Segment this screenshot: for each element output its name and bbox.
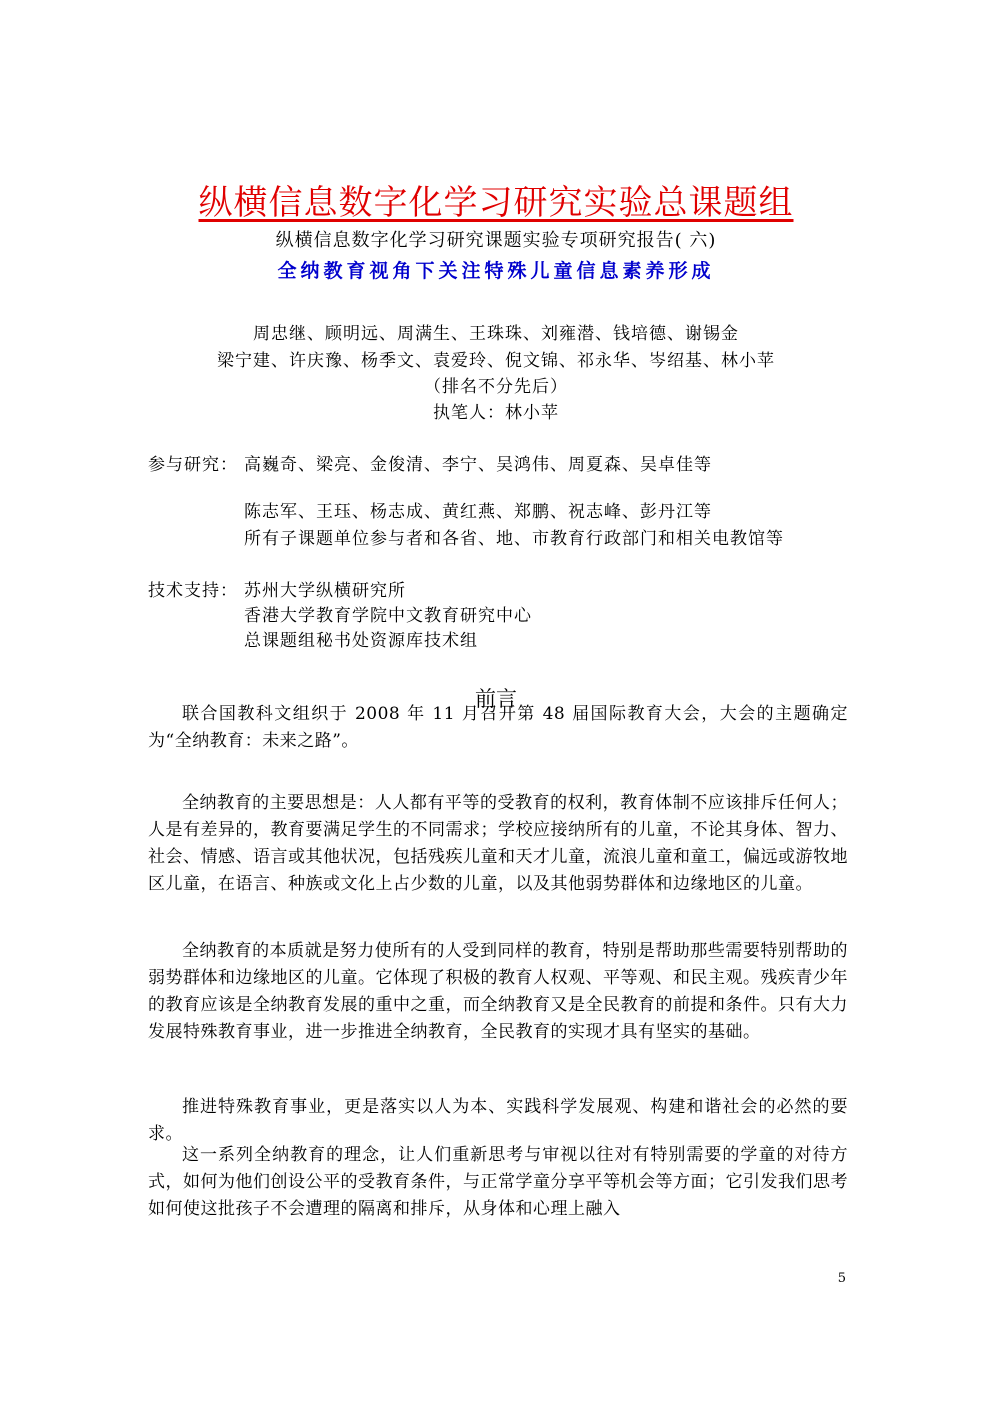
support-line-3: 总课题组秘书处资源库技术组 bbox=[244, 631, 478, 651]
support-label: 技术支持： bbox=[148, 581, 238, 601]
participants-line-1: 高巍奇、梁亮、金俊清、李宁、吴鸿伟、周夏森、吴卓佳等 bbox=[244, 455, 712, 475]
authors-line-1: 周忠继、顾明远、周满生、王珠珠、刘雍潜、钱培德、谢锡金 bbox=[253, 324, 739, 344]
paragraph-5: 这一系列全纳教育的理念，让人们重新思考与审视以往对有特别需要的学童的对待方式，如何为他们创设公平的受教育条件，与正常学童分享平等机会等方面；它引发我们思考如何使这批孩子不会遭理的隔离和排斥，从身体和心理上融入 bbox=[148, 1145, 848, 1219]
page-number: 5 bbox=[837, 1271, 846, 1286]
report-topic: 全纳教育视角下关注特殊儿童信息素养形成 bbox=[277, 260, 715, 282]
authors-line-2: 梁宁建、许庆豫、杨季文、袁爱玲、倪文锦、祁永华、岑绍基、林小苹 bbox=[217, 351, 775, 371]
paragraph-4: 推进特殊教育事业，更是落实以人为本、实践科学发展观、构建和谐社会的必然的要求。 bbox=[148, 1097, 848, 1144]
participants-line-3: 所有子课题单位参与者和各省、地、市教育行政部门和相关电教馆等 bbox=[244, 529, 784, 549]
paragraph-2: 全纳教育的主要思想是：人人都有平等的受教育的权利，教育体制不应该排斥任何人；人是有差异的，教育要满足学生的不同需求；学校应接纳所有的儿童，不论其身体、智力、社会、情感、语言或其他状况，包括残疾儿童和天才儿童，流浪儿童和童工，偏远或游牧地区儿童，在语言、种族或文化上占少数的儿童，以及其他弱势群体和边缘地区的儿童。 bbox=[148, 793, 848, 894]
paragraph-1: 联合国教科文组织于 2008 年 11 月召开第 48 届国际教育大会，大会的主题确定为“全纳教育：未来之路”。 bbox=[148, 704, 848, 751]
support-line-1: 苏州大学纵横研究所 bbox=[244, 581, 406, 601]
support-line-2: 香港大学教育学院中文教育研究中心 bbox=[244, 606, 532, 626]
paragraph-3: 全纳教育的本质就是努力使所有的人受到同样的教育，特别是帮助那些需要特别帮助的弱势群体和边缘地区的儿童。它体现了积极的教育人权观、平等观、和民主观。残疾青少年的教育应该是全纳教育发展的重中之重，而全纳教育又是全民教育的前提和条件。只有大力发展特殊教育事业，进一步推进全纳教育，全民教育的实现才具有坚实的基础。 bbox=[148, 941, 848, 1042]
report-subtitle: 纵横信息数字化学习研究课题实验专项研究报告( 六) bbox=[275, 230, 717, 251]
participants-label: 参与研究： bbox=[148, 455, 238, 475]
authors-ranking-note: （排名不分先后） bbox=[424, 377, 568, 397]
report-group-title: 纵横信息数字化学习研究实验总课题组 bbox=[198, 183, 794, 223]
section-heading: 前言 bbox=[475, 687, 517, 711]
writer-line: 执笔人：林小苹 bbox=[433, 403, 559, 423]
participants-line-2: 陈志军、王珏、杨志成、黄红燕、郑鹏、祝志峰、彭丹江等 bbox=[244, 502, 712, 522]
